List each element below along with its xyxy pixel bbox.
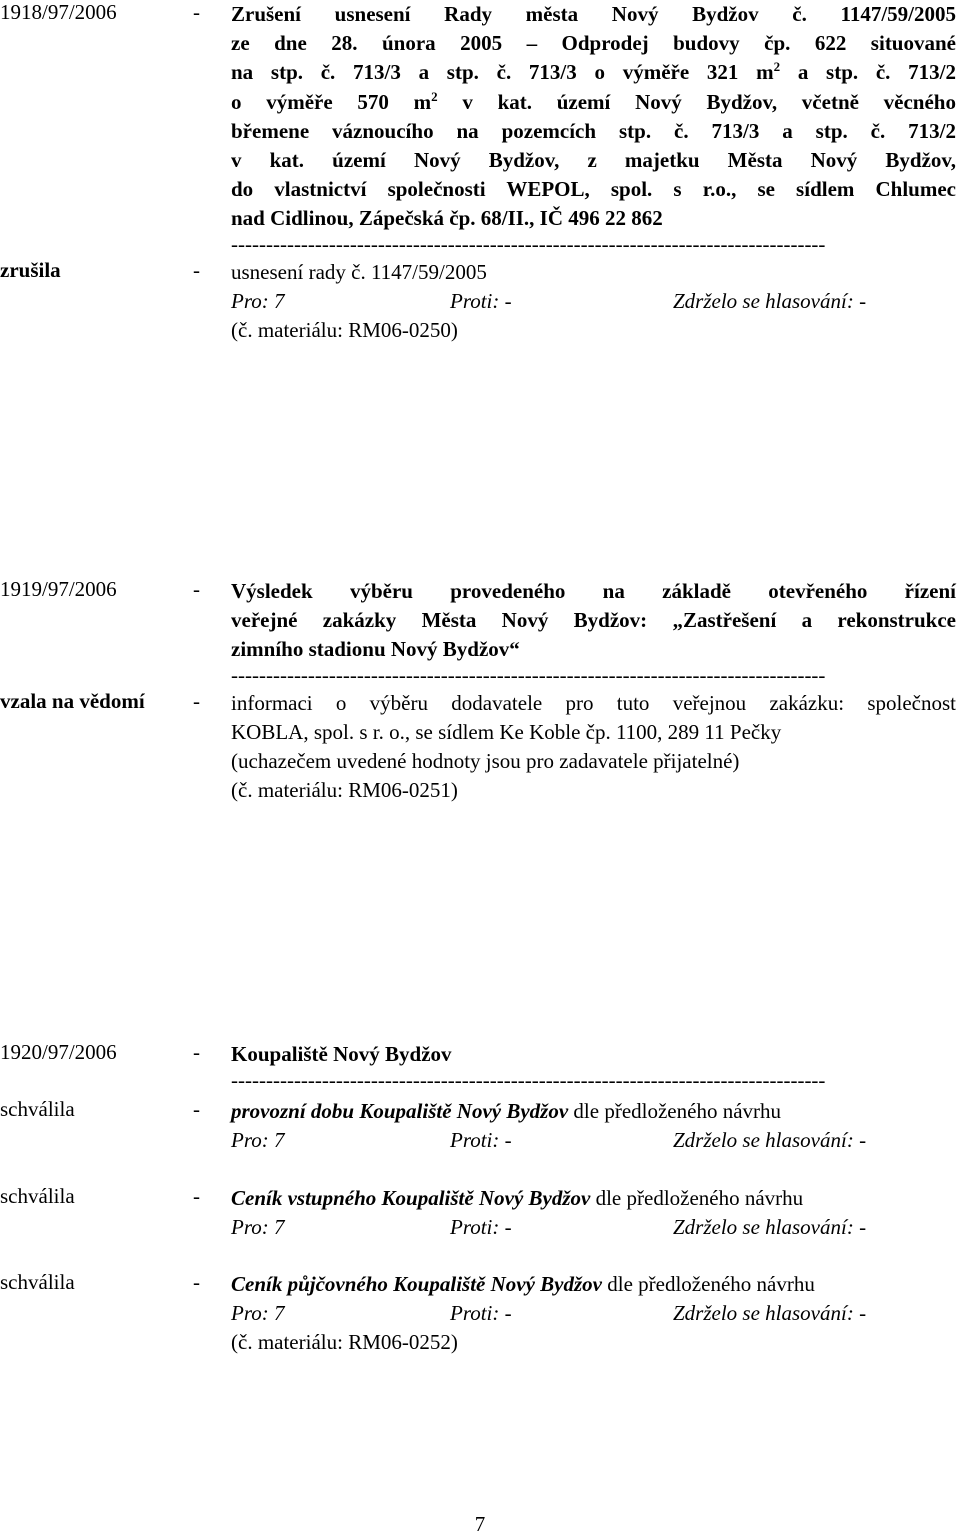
- vote-proti: Proti: -: [450, 1128, 512, 1152]
- decision-text: dle předloženého návrhu: [602, 1272, 815, 1296]
- decision-verb: schválila: [0, 1270, 75, 1294]
- decision-subject: provozní dobu Koupaliště Nový Bydžov: [231, 1099, 569, 1123]
- material-reference: (č. materiálu: RM06-0252): [231, 1330, 458, 1354]
- vote-pro: Pro: 7: [231, 1128, 285, 1152]
- vote-pro: Pro: 7: [231, 1301, 285, 1325]
- resolution-1920: [0, 1040, 960, 1354]
- resolution-1918: [0, 0, 960, 342]
- vote-abstain: Zdrželo se hlasování: -: [673, 1215, 867, 1239]
- decision-verb: schválila: [0, 1184, 75, 1208]
- resolution-title: Zrušení usnesení Rady města Nový Bydžov č. 1147/59/2005 ze dne 28. února 2005 – Odprodej budovy čp. 622 situované na stp. č. 713/3 a stp. č. 713/3 o výměře 321 $m^2$ a stp. č. 713/2 o výměře 570 $m^2$ v kat. území Nový Bydžov, včetně věcného břemene váznoucího na pozemcích stp. č. 713/3 a stp. č. 713/2 v kat. území Nový Bydžov, z majetku Města Nový Bydžov, do vlastnictví společnosti WEPOL, spol. s r.o., se sídlem Chlumec nad Cidlinou, Zápečská čp. 68/II., IČ 496 22 862: [231, 2, 956, 231]
- dash: -: [193, 1040, 200, 1064]
- decision: [0, 1184, 960, 1242]
- decision-text-line: (uchazečem uvedené hodnoty jsou pro zadavatele přijatelné): [231, 749, 740, 773]
- decision-verb: zrušila: [0, 258, 61, 282]
- dash: -: [193, 1184, 200, 1208]
- vote-result: [231, 1213, 956, 1242]
- decision-text: dle předloženého návrhu: [590, 1186, 804, 1210]
- vote-proti: Proti: -: [450, 1215, 512, 1239]
- vote-abstain: Zdrželo se hlasování: -: [673, 289, 867, 313]
- dash: -: [193, 1097, 200, 1121]
- decision-text: dle předloženého návrhu: [568, 1099, 782, 1123]
- resolution-title: Výsledek výběru provedeného na základě otevřeného řízení veřejné zakázky Města Nový Bydžov: „Zastřešení a rekonstrukce zimního stadionu Nový Bydžov“: [231, 579, 956, 662]
- decision-verb: vzala na vědomí: [0, 689, 145, 713]
- separator-line: -------------------------------------------------------------------------------------: [231, 1068, 826, 1092]
- vote-pro: Pro: 7: [231, 1215, 285, 1239]
- dash: -: [193, 0, 200, 24]
- vote-result: [231, 1126, 956, 1155]
- resolution-number: 1920/97/2006: [0, 1040, 117, 1064]
- dash: -: [193, 689, 200, 713]
- page-number: 7: [474, 1512, 486, 1536]
- decision-verb: schválila: [0, 1097, 75, 1121]
- decision-subject: Ceník vstupného Koupaliště Nový Bydžov: [231, 1186, 591, 1210]
- vote-result: [231, 1299, 956, 1328]
- vote-abstain: Zdrželo se hlasování: -: [673, 1128, 867, 1152]
- decision-text-line: informaci o výběru dodavatele pro tuto veřejnou zakázku: společnost: [231, 691, 956, 715]
- decision: [0, 1270, 960, 1357]
- resolution-number: 1918/97/2006: [0, 0, 117, 24]
- vote-result: [231, 287, 956, 316]
- vote-proti: Proti: -: [450, 1301, 512, 1325]
- resolution-1919: [0, 577, 960, 802]
- decision-subject: Ceník půjčovného Koupaliště Nový Bydžov: [231, 1272, 602, 1296]
- decision: [0, 1097, 960, 1155]
- separator-line: -------------------------------------------------------------------------------------: [231, 232, 826, 256]
- decision-text-line: KOBLA, spol. s r. o., se sídlem Ke Koble čp. 1100, 289 11 Pečky: [231, 720, 782, 744]
- resolution-title: Koupaliště Nový Bydžov: [231, 1042, 452, 1066]
- material-reference: (č. materiálu: RM06-0250): [231, 318, 458, 342]
- vote-proti: Proti: -: [450, 289, 512, 313]
- resolution-number: 1919/97/2006: [0, 577, 117, 601]
- dash: -: [193, 258, 200, 282]
- vote-abstain: Zdrželo se hlasování: -: [673, 1301, 867, 1325]
- separator-line: -------------------------------------------------------------------------------------: [231, 663, 826, 687]
- dash: -: [193, 577, 200, 601]
- decision-text: usnesení rady č. 1147/59/2005: [231, 260, 487, 284]
- vote-pro: Pro: 7: [231, 289, 285, 313]
- material-reference: (č. materiálu: RM06-0251): [231, 778, 458, 802]
- dash: -: [193, 1270, 200, 1294]
